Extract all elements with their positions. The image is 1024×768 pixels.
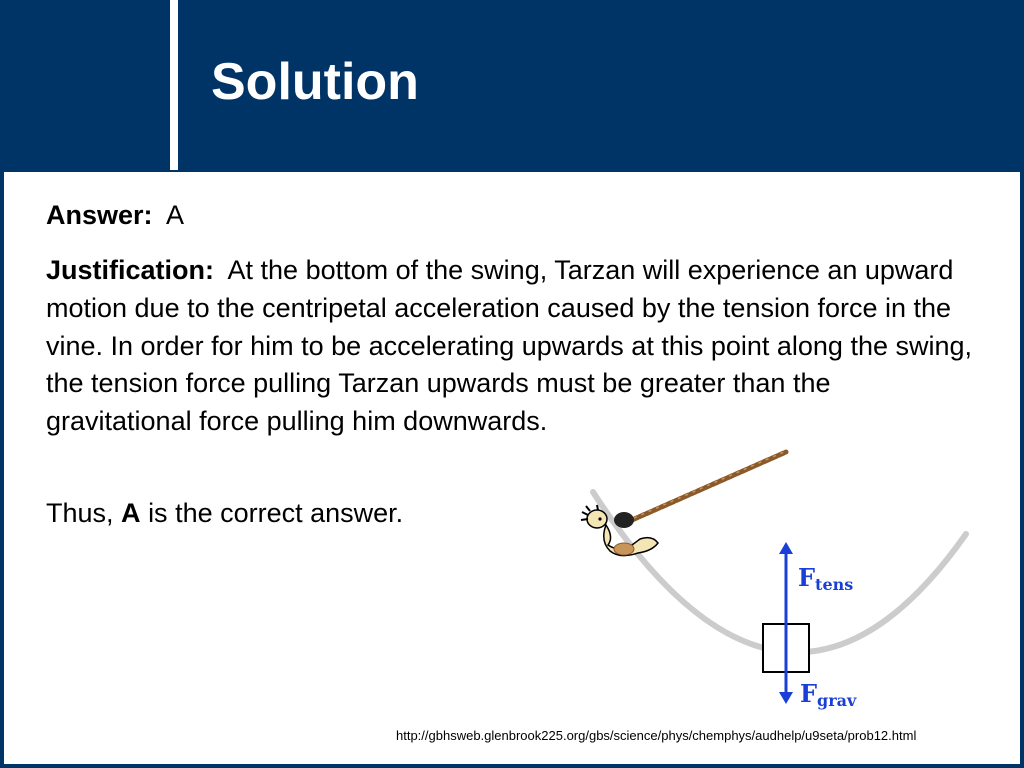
force-gravity-symbol: F [800,679,818,708]
header-band [0,0,1024,170]
arrow-down-head [779,692,793,704]
answer-line [46,198,184,232]
conclusion-prefix: Thus, [46,498,114,528]
justification-text: At the bottom of the swing, Tarzan will experience an upward motion due to the centripetal acceleration caused by the tension force in the vine. In order for him to be accelerating upwards at this point along the swing, the tension force pulling Tarzan upwards must be greater than the gravitational force pulling him downwards. [46,255,973,437]
justification-label: Justification: [46,255,215,285]
answer-label: Answer: [46,200,153,230]
source-url: http://gbhsweb.glenbrook225.org/gbs/science/phys/chemphys/audhelp/u9seta/prob12.html [396,728,917,743]
conclusion-suffix: is the correct answer. [148,498,404,528]
force-tension-symbol: F [798,563,816,592]
force-gravity-subscript: grav [817,691,857,710]
conclusion-line [46,496,403,530]
justification-paragraph [46,252,976,441]
force-tension-subscript: tens [815,575,854,594]
answer-value: A [166,200,185,230]
content-area [4,172,1020,764]
vine [632,452,786,520]
force-gravity-label [800,679,857,710]
conclusion-answer: A [121,498,141,528]
arrow-up-head [779,542,793,554]
force-tension-label [798,563,853,594]
tarzan-swing-figure [574,444,984,722]
slide-title: Solution [211,53,419,111]
header-accent-bar [170,0,178,170]
